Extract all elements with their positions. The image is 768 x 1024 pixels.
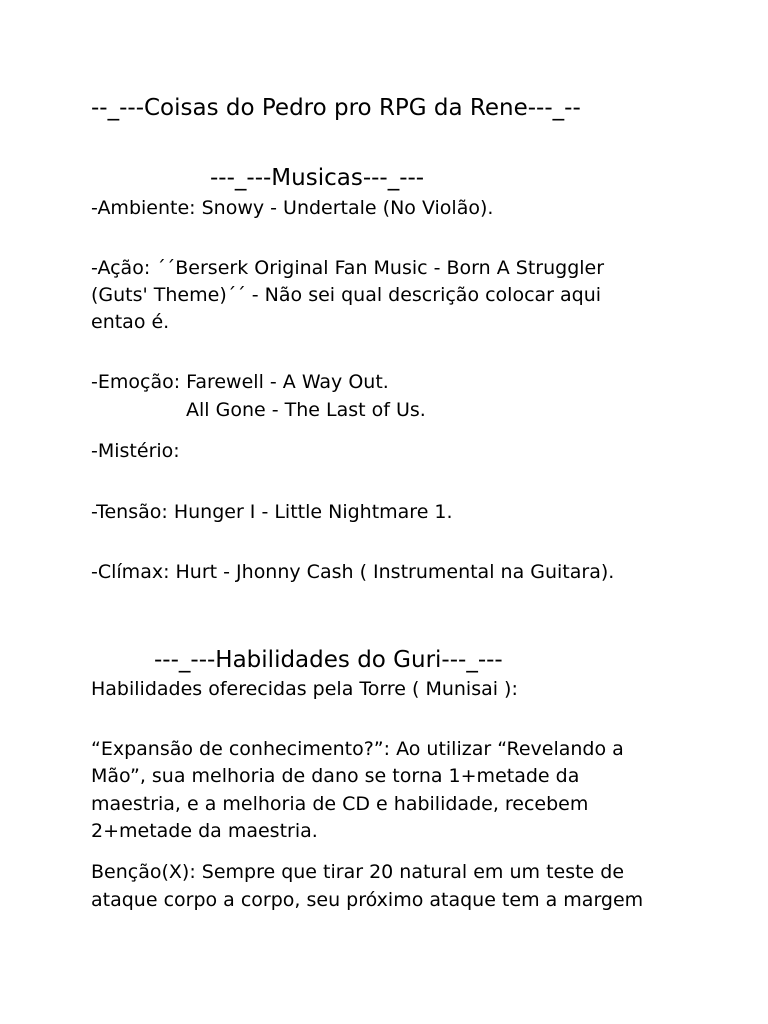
ability-bencao-line-2: ataque corpo a corpo, seu próximo ataque tem a margem bbox=[91, 889, 644, 911]
document-title: --_---Coisas do Pedro pro RPG da Rene---_-- bbox=[91, 95, 581, 121]
ability-expansao-line-3: maestria, e a melhoria de CD e habilidade, recebem bbox=[91, 793, 589, 815]
music-ambiente: -Ambiente: Snowy - Undertale (No Violão). bbox=[91, 197, 494, 219]
music-section-heading: ---_---Musicas---_--- bbox=[210, 165, 425, 191]
abilities-intro: Habilidades oferecidas pela Torre ( Munisai ): bbox=[91, 678, 518, 700]
ability-expansao-line-1: “Expansão de conhecimento?”: Ao utilizar “Revelando a bbox=[91, 738, 624, 760]
ability-expansao-line-2: Mão”, sua melhoria de dano se torna 1+metade da bbox=[91, 765, 580, 787]
music-tensao: -Tensão: Hunger I - Little Nightmare 1. bbox=[91, 501, 453, 523]
music-climax: -Clímax: Hurt - Jhonny Cash ( Instrumental na Guitara). bbox=[91, 561, 615, 583]
music-emocao-line-1: -Emoção: Farewell - A Way Out. bbox=[91, 371, 389, 393]
music-acao-line-1: -Ação: ´´Berserk Original Fan Music - Born A Struggler bbox=[91, 257, 605, 279]
abilities-section-heading: ---_---Habilidades do Guri---_--- bbox=[154, 647, 503, 673]
ability-bencao-line-1: Benção(X): Sempre que tirar 20 natural em um teste de bbox=[91, 861, 625, 883]
ability-expansao-line-4: 2+metade da maestria. bbox=[91, 820, 318, 842]
music-misterio: -Mistério: bbox=[91, 440, 180, 462]
music-acao-line-2: (Guts' Theme)´´ - Não sei qual descrição colocar aqui bbox=[91, 284, 602, 306]
music-acao-line-3: entao é. bbox=[91, 311, 170, 333]
music-emocao-line-2: All Gone - The Last of Us. bbox=[186, 399, 426, 421]
